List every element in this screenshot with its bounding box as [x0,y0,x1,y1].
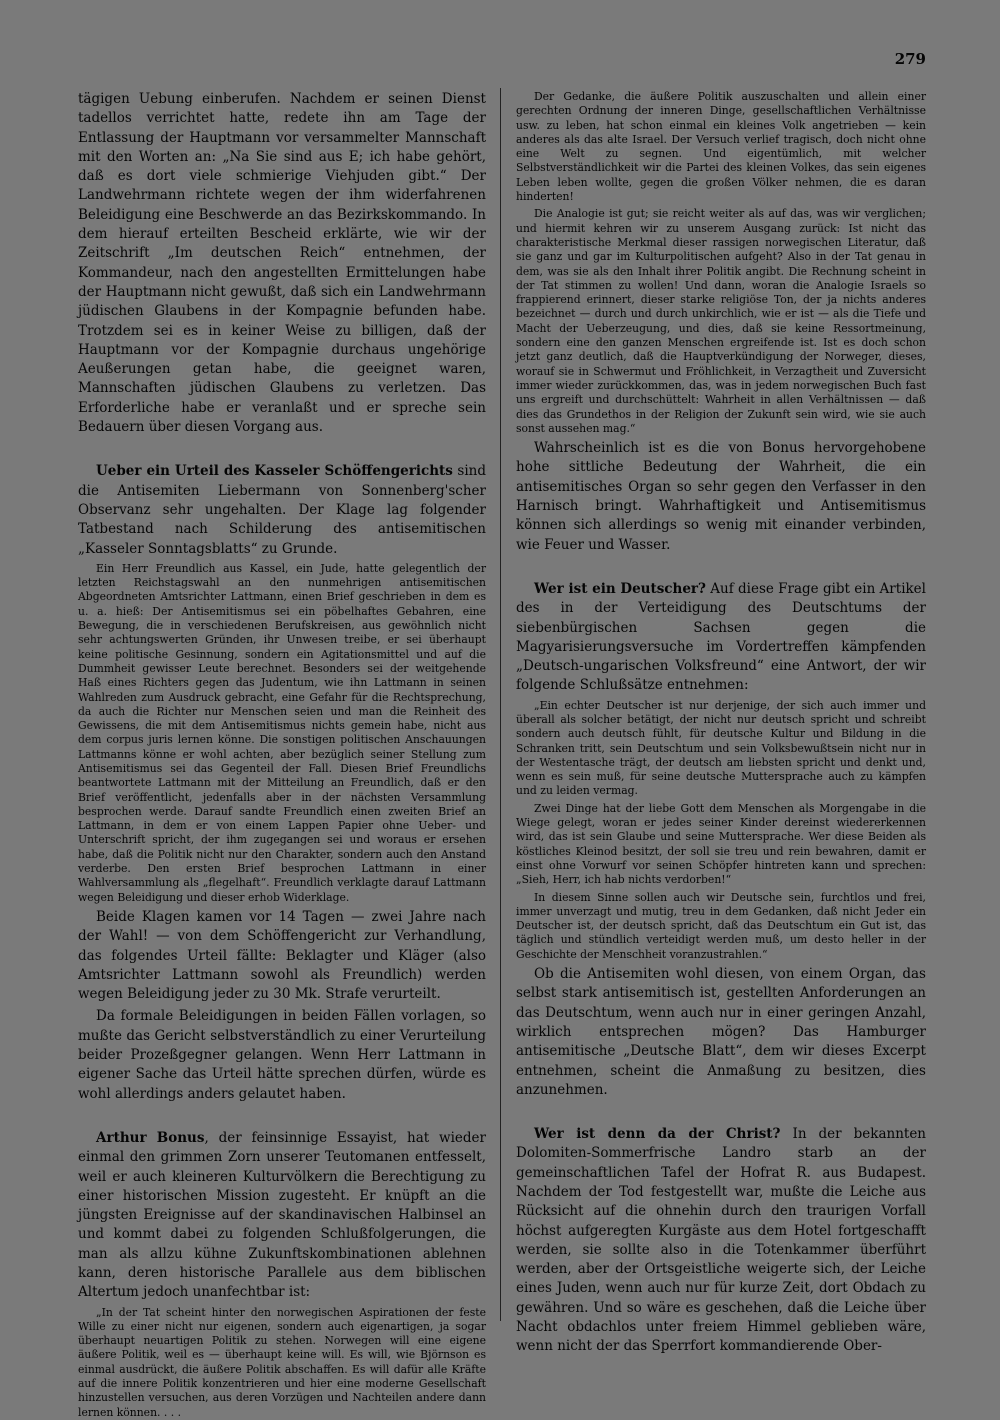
paragraph-text: In der bekannten Dolomiten-Sommerfrische Landro starb an der gemeinschaftlichen Tafel der Hofrat R. aus Budapest. Nachdem der Tod festgestellt war, mußte die Leiche aus Rücksicht auf die ohnehin durch den traurigen Vorfall höchst aufgeregten Kurgäste aus dem Hotel fortgeschafft werden, sie sollte also in die Totenkammer überführt werden, aber der Ortsgeistliche weigerte sich, der Leiche eines Juden, wenn auch nur für kurze Zeit, dort Obdach zu gewähren. Und so wäre es geschehen, daß die Leiche über Nacht obdachlos unter freiem Himmel geblieben wäre, wenn nicht der das Sperrfort kommandierende Ober- [516,1126,927,1355]
article-heading: Arthur Bonus [96,1129,205,1146]
article-paragraph [78,1007,486,1103]
article-heading: Wer ist ein Deutscher? [534,580,706,597]
paragraph-text: sind die Antisemiten Liebermann von Sonnenberg'scher Observanz sehr ungehalten. Der Klage lag folgender Tatbestand nach Schilderung des antisemitischen „Kasseler Sonntagsblatts“ zu Grunde. [78,463,486,557]
article-heading: Ueber ein Urteil des Kasseler Schöffengerichts [96,463,453,480]
article-paragraph [78,908,486,1004]
paragraph-text: In diesem Sinne sollen auch wir Deutsche sein, furchtlos und frei, immer unverzagt und mutig, treu in dem Gedanken, daß nicht Jeder ein Deutscher ist, der deutsch spricht, daß das Deutschtum ein Gut ist, das täglich und stündlich verteidigt werden muß, um desto heller in der Geschichte der Menschheit voranzustrahlen.“ [516,890,926,961]
column-divider [500,88,501,1321]
article-heading: Wer ist denn da der Christ? [534,1126,781,1143]
page-number: 279 [894,50,926,68]
section-spacer [516,1103,926,1125]
section-spacer [78,1107,486,1129]
paragraph-text: Der Gedanke, die äußere Politik auszuschalten und allein einer gerechten Ordnung der inneren Dinge, gesellschaftlichen Verhältnisse usw. zu leben, hat schon einmal ein kleines Volk angetrieben — kein anderes als das alte Israel. Der Versuch verlief tragisch, doch nicht ohne eine Welt zu segnen. Und eigentümlich, mit welcher Selbstverständlichkeit wir die Partei des kleinen Volkes, das sein eigenes Leben leben wollte, gegen die großen Völker nehmen, die es daran hinderten! [516,90,926,204]
quoted-paragraph [516,699,926,799]
article-paragraph [78,462,486,558]
paragraph-text: Ob die Antisemiten wohl diesen, von einem Organ, das selbst stark antisemitisch ist, gestellten Anforderungen an das Deutschtum, wenn auch nur in einer geringen Anzahl, wirklich entsprechen mögen? Das Hamburger antisemitische „Deutsche Blatt“, dem wir dieses Excerpt entnehmen, scheint die Anmaßung zu besitzen, dies anzunehmen. [516,966,926,1098]
section-spacer [516,558,926,580]
quoted-paragraph [516,90,926,204]
quoted-paragraph [78,562,486,905]
quoted-paragraph [78,1306,486,1420]
right-column [516,90,927,1355]
article-paragraph [78,1129,486,1303]
paragraph-text: „Ein echter Deutscher ist nur derjenige, der sich auch immer und überall als solcher betätigt, der nicht nur deutsch spricht und schreibt sondern auch deutsch fühlt, für deutsche Kultur und Bildung in die Schranken tritt, sein Deutschtum und sein Volksbewußtsein nicht nur in der Westentasche trägt, der deutsch am liebsten spricht und denkt und, wenn es sein muß, für seine deutsche Muttersprache auch zu kämpfen und zu leiden vermag. [516,698,926,798]
article-paragraph [516,965,926,1100]
article-paragraph [78,90,486,437]
article-paragraph [516,1125,926,1357]
paragraph-text: Die Analogie ist gut; sie reicht weiter als auf das, was wir verglichen; und hiermit kehren wir zu unserem Ausgang zurück: Ist nicht das charakteristische Merkmal dieser rassigen norwegischen Literatur, daß sie ganz und gar im Kulturpolitischen aufgeht? Also in der Tat genau in dem, was sie als den Inhalt ihrer Politik angibt. Die Rechnung scheint in der Tat stimmen zu wollen! Und dann, woran die Analogie Israels so frappierend erinnert, dieser starke religiöse Ton, der ja nichts anderes bezeichnet — durch und durch unkirchlich, wie er ist — als die Tiefe und Macht der Ueberzeugung, und dies, daß sie keine Ressortmeinung, sondern eine den ganzen Menschen ergreifende ist. Ist es doch schon jetzt ganz deutlich, daß die Hauptverkündigung der Norweger, dieses, worauf sie in Schwermut und Fröhlichkeit, in Verzagtheit und Zuversicht immer wieder zurückkommen, das, was in jedem norwegischen Buch fast uns ergreift und durchschüttelt: Wahrheit in allen Verhältnissen — daß dies das Grundethos in der Religion der Zukunft sein wird, wie sie auch sonst aussehen mag.“ [516,207,926,435]
left-column [78,90,486,1419]
paragraph-text: Wahrscheinlich ist es die von Bonus hervorgehobene hohe sittliche Bedeutung der Wahrheit, die ein antisemitisches Organ so sehr gegen den Verfasser in den Harnisch bringt. Wahrhaftigkeit und Antisemitismus können sich allerdings so wenig mit einander verbinden, wie Feuer und Wasser. [516,440,926,553]
article-paragraph [516,580,926,696]
paragraph-text: , der feinsinnige Essayist, hat wieder einmal den grimmen Zorn unserer Teutomanen entfesselt, weil er auch kleineren Kulturvölkern die Berechtigung zu einer historischen Mission zugesteht. Er knüpft an die jüngsten Ereignisse auf der skandinavischen Halbinsel an und kommt dabei zu folgenden Schlußfolgerungen, die man als allzu kühne Zukunftskombinationen ablehnen kann, deren historische Parallele aus dem biblischen Altertum jedoch unanfechtbar ist: [78,1129,486,1301]
paragraph-text: Da formale Beleidigungen in beiden Fällen vorlagen, so mußte das Gericht selbstverständlich zu einer Verurteilung beider Prozeßgegner gelangen. Wenn Herr Lattmann in eigener Sache das Urteil hätte sprechen dürfen, würde es wohl allerdings anders gelautet haben. [78,1008,486,1102]
article-paragraph [516,439,926,555]
quoted-paragraph [516,802,926,888]
paragraph-text: Auf diese Frage gibt ein Artikel des in der Verteidigung des Deutschtums der siebenbürgischen Sachsen gegen die Magyarisierungsversuche im Vordertreffen kämpfenden „Deutsch-ungarischen Volksfreund“ eine Antwort, der wir folgende Schlußsätze entnehmen: [516,580,926,694]
section-spacer [78,440,486,462]
paragraph-text: Ein Herr Freundlich aus Kassel, ein Jude, hatte gelegentlich der letzten Reichstagswahl an den nunmehrigen antisemitischen Abgeordneten Amtsrichter Lattmann, einen Brief geschrieben in dem es u. a. hieß: Der Antisemitismus sei ein pöbelhaftes Gebahren, eine Bewegung, die in verschiedenen Berufskreisen, aus gewöhnlich nicht sehr achtungswerten Gründen, ihr Unwesen treibe, er sei überhaupt keine politische Gesinnung, sondern ein Agitationsmittel und auf die Dummheit gewisser Leute berechnet. Besonders sei der weitgehende Haß eines Richters gegen das Judentum, wie ihn Lattmann in seinen Wahlreden zum Ausdruck gebracht, eine Gefahr für die Rechtsprechung, da auch die Richter nur Menschen seien und man die Reinheit des Gewissens, die mit dem Antisemitismus nichts gemein habe, nicht aus dem corpus juris lernen könne. Die sonstigen politischen Anschauungen Lattmanns könne er wohl achten, aber bezüglich seiner Stellung zum Antisemitismus sei das Gegenteil der Fall. Diesen Brief Freundlichs beantwortete Lattmann mit der Mitteilung an Freundlich, daß er den Brief veröffentlicht, jedenfalls aber in der nächsten Versammlung besprochen werde. Darauf sandte Freundlich einen zweiten Brief an Lattmann, in dem er von einem Lappen Papier ohne Ueber- und Unterschrift spricht, der ihm zugegangen sei und woraus er ersehen habe, daß die Politik nicht nur den Charakter, sondern auch den Anstand verderbe. Den ersten Brief besprochen Lattmann in einer Wahlversammlung als „flegelhaft“. Freundlich verklagte darauf Lattmann wegen Beleidigung und dieser erhob Widerklage. [78,561,486,904]
paragraph-text: „In der Tat scheint hinter den norwegischen Aspirationen der feste Wille zu einer nicht nur eigenen, sondern auch eigenartigen, ja sogar überhaupt neuartigen Politik zu stehen. Norwegen will eine eigene äußere Politik, weil es — überhaupt keine will. Es will, wie Björnson es einmal ausdrückt, die äußere Politik abschaffen. Es will dafür alle Kräfte auf die innere Politik konzentrieren und hier eine moderne Gesellschaft hinzustellen versuchen, aus deren Vorzügen und Nachteilen andere dann lernen können. . . . [78,1305,486,1419]
paragraph-text: Beide Klagen kamen vor 14 Tagen — zwei Jahre nach der Wahl! — von dem Schöffengericht zur Verhandlung, das folgendes Urteil fällte: Beklagter und Kläger (also Amtsrichter Lattmann sowohl als Freundlich) werden wegen Beleidigung jeder zu 30 Mk. Strafe verurteilt. [78,908,486,1003]
quoted-paragraph [516,891,926,962]
paragraph-text: Zwei Dinge hat der liebe Gott dem Menschen als Morgengabe in die Wiege gelegt, woran er jedes seiner Kinder dereinst wiedererkennen wird, das ist sein Glaube und seine Muttersprache. Wer diese Beiden als köstliches Kleinod besitzt, der soll sie treu und rein bewahren, damit er einst ohne Vorwurf vor seinen Schöpfer hintreten kann und sprechen: „Sieh, Herr, ich hab nichts verdorben!“ [516,801,926,887]
paragraph-text: tägigen Uebung einberufen. Nachdem er seinen Dienst tadellos verrichtet hatte, redete ihn am Tage der Entlassung der Hauptmann vor versammelter Mannschaft mit den Worten an: „Na Sie sind aus E; ich habe gehört, daß es dort viele schmierige Viehjuden gibt.“ Der Landwehrmann richtete wegen der ihm widerfahrenen Beleidigung eine Beschwerde an das Bezirkskommando. In dem hierauf erteilten Bescheid erklärte, wie wir der Zeitschrift „Im deutschen Reich“ entnehmen, der Kommandeur, nach den angestellten Ermittelungen habe der Hauptmann nicht gewußt, daß sich ein Landwehrmann jüdischen Glaubens in der Kompagnie befunden habe. Trotzdem sei es in keiner Weise zu billigen, daß der Hauptmann vor der Kompagnie durchaus ungehörige Aeußerungen getan habe, die geeignet waren, Mannschaften jüdischen Glaubens zu verletzen. Das Erforderliche habe er veranlaßt und er spreche sein Bedauern über diesen Vorgang aus. [78,91,486,436]
quoted-paragraph [516,207,926,436]
